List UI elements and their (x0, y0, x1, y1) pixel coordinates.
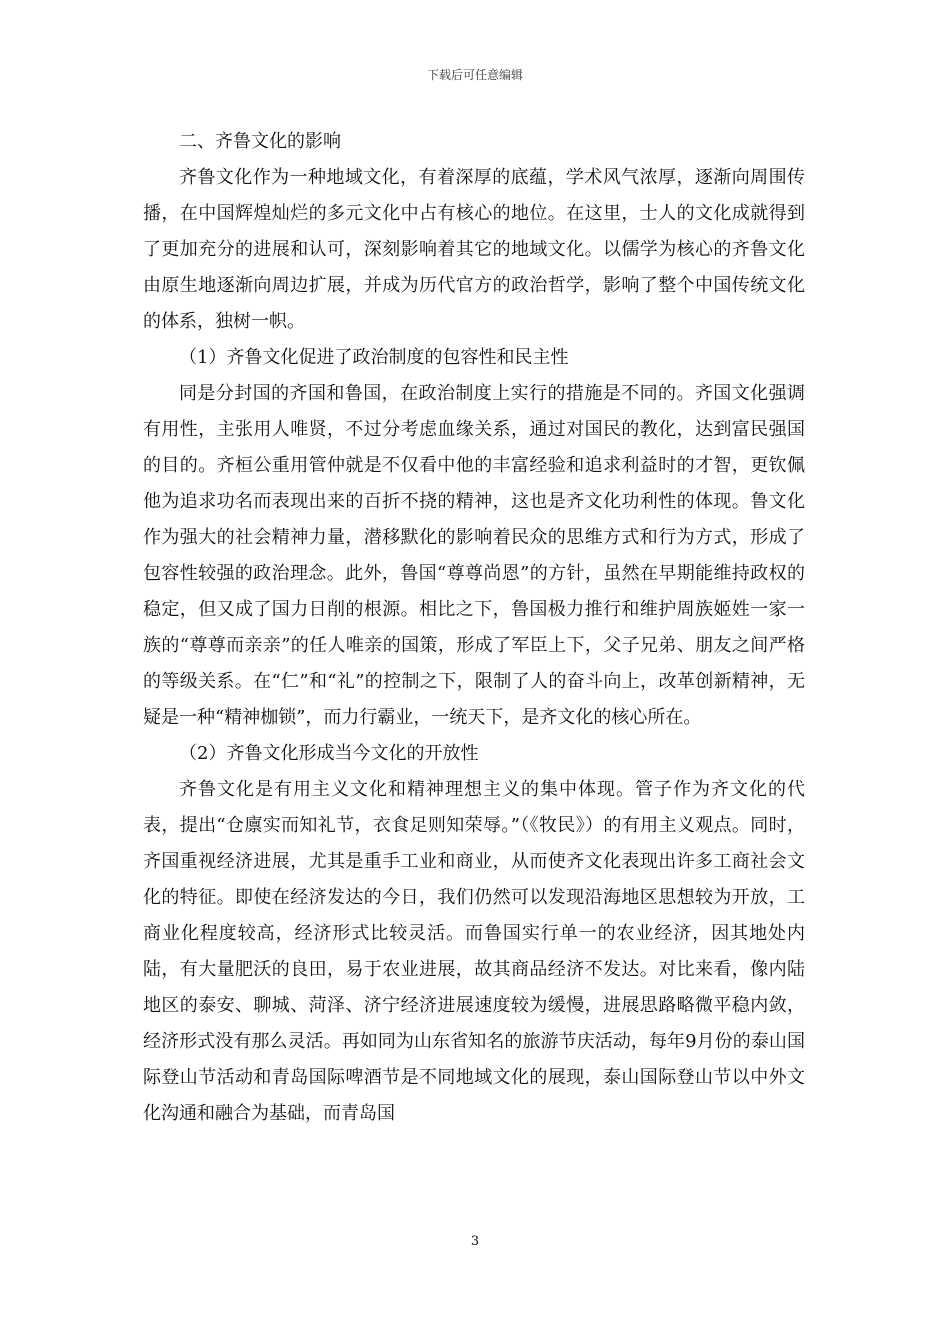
subsection-1-title: （1）齐鲁文化促进了政治制度的包容性和民主性 (179, 347, 569, 368)
intro-paragraph: 齐鲁文化作为一种地域文化，有着深厚的底蕴，学术风气浓厚，逐渐向周围传播，在中国辉煌灿烂的多元文化中占有核心的地位。在这里，士人的文化成就得到了更加充分的进展和认可，深刻影响着其它的地域文化。以儒学为核心的齐鲁文化由原生地逐渐向周边扩展，并成为历代官方的政治哲学，影响了整个中国传统文化的体系，独树一帜。 (143, 167, 805, 332)
subsection-2-title: （2）齐鲁文化形成当今文化的开放性 (179, 743, 479, 764)
page-header: 下载后可任意编辑 (426, 68, 523, 82)
subsection-1-paragraph: 同是分封国的齐国和鲁国，在政治制度上实行的措施是不同的。齐国文化强调有用性，主张用人唯贤，不过分考虑血缘关系，通过对国民的教化，达到富民强国的目的。齐桓公重用管仲就是不仅看中他的丰富经验和追求利益时的才智，更钦佩他为追求功名而表现出来的百折不挠的精神，这也是齐文化功利性的体现。鲁文化作为强大的社会精神力量，潜移默化的影响着民众的思维方式和行为方式，形成了包容性较强的政治理念。此外，鲁国“尊尊尚恩”的方针，虽然在早期能维持政权的稳定，但又成了国力日削的根源。相比之下，鲁国极力推行和维护周族姬姓一家一族的“尊尊而亲亲”的任人唯亲的国策，形成了军臣上下，父子兄弟、朋友之间严格的等级关系。在“仁”和“礼”的控制之下，限制了人的奋斗向上，改革创新精神，无疑是一种“精神枷锁”，而力行霸业，一统天下，是齐文化的核心所在。 (143, 383, 805, 728)
subsection-2-paragraph: 齐鲁文化是有用主义文化和精神理想主义的集中体现。管子作为齐文化的代表，提出“仓廪实而知礼节，衣食足则知荣辱。”（《牧民》）的有用主义观点。同时，齐国重视经济进展，尤其是重手工业和商业，从而使齐文化表现出许多工商社会文化的特征。即使在经济发达的今日，我们仍然可以发现沿海地区思想较为开放，工商业化程度较高，经济形式比较灵活。而鲁国实行单一的农业经济，因其地处内陆，有大量肥沃的良田，易于农业进展，故其商品经济不发达。对比来看，像内陆地区的泰安、聊城、菏泽、济宁经济进展速度较为缓慢，进展思路略微平稳内敛，经济形式没有那么灵活。再如同为山东省知名的旅游节庆活动，每年9月份的泰山国际登山节活动和青岛国际啤酒节是不同地域文化的展现，泰山国际登山节以中外文化沟通和融合为基础，而青岛国 (143, 779, 805, 1124)
page-number: 3 (470, 1234, 480, 1249)
section-title: 二、齐鲁文化的影响 (179, 131, 341, 152)
document-body (143, 124, 805, 1132)
